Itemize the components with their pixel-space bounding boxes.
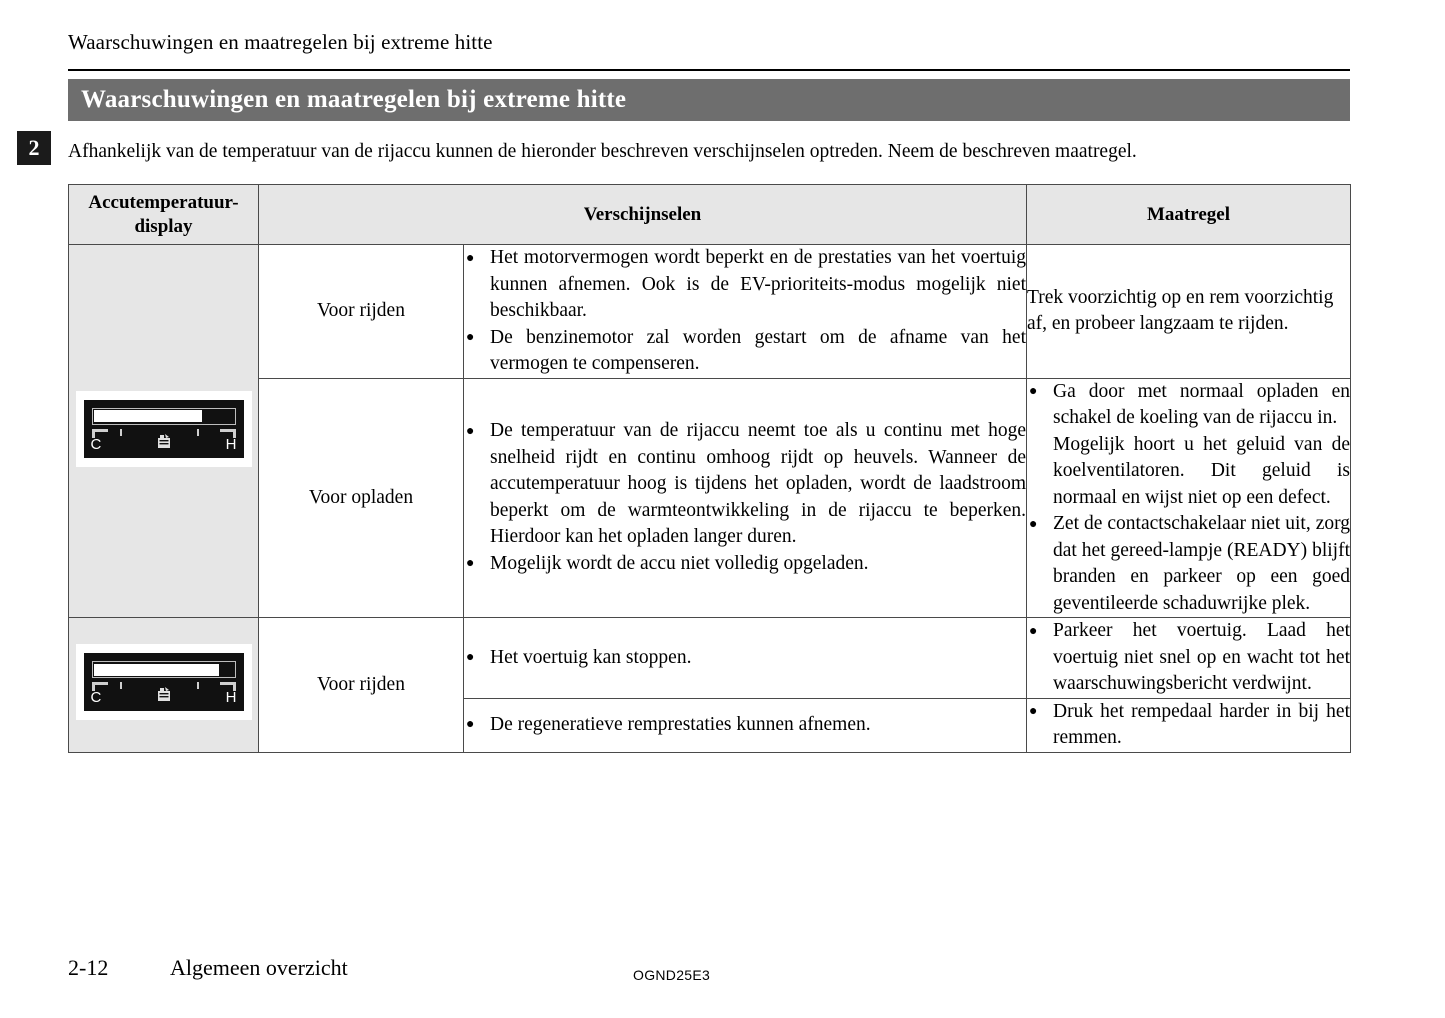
section-banner-title: Waarschuwingen en maatregelen bij extreme hitte: [81, 86, 627, 113]
measure-extra-text: Mogelijk hoort u het geluid van de koelventilatoren. Dit geluid is normaal en wijst niet op een defect.: [1053, 433, 1350, 508]
list-item: ● Het voertuig kan stoppen.: [464, 645, 1026, 672]
phenomena-cell-1: [464, 245, 1027, 379]
gauge-label-hot: H: [225, 435, 237, 453]
gauge-bar-frame: [92, 408, 236, 425]
gauge-cell-critical: [69, 618, 259, 753]
table-body: [69, 245, 1351, 753]
gauge-tick-2: [197, 429, 199, 436]
table-row: [69, 378, 1351, 618]
list-item: ● Mogelijk wordt de accu niet volledig opgeladen.: [464, 551, 1026, 578]
measure-list: [1027, 618, 1350, 698]
measure-cell-2: [1027, 378, 1351, 618]
table-row: [69, 245, 1351, 379]
gauge-bar-fill: [94, 410, 202, 422]
gauge-label-hot: H: [225, 689, 237, 707]
phenomena-list: [464, 645, 1026, 672]
column-header-display-line2: display: [134, 215, 193, 237]
gauge-label-cold: C: [90, 689, 102, 707]
condition-label-voor-rijden-1: Voor rijden: [259, 245, 464, 379]
battery-temperature-gauge-critical: [84, 653, 244, 711]
condition-label-voor-rijden-2: Voor rijden: [259, 618, 464, 753]
intro-paragraph: Afhankelijk van de temperatuur van de rijaccu kunnen de hieronder beschreven verschijnselen optreden. Neem de beschreven maatregel.: [68, 141, 1137, 162]
phenomena-list: [464, 712, 1026, 739]
list-item: ● Zet de contactschakelaar niet uit, zorg dat het gereed-lampje (READY) blijft branden en parkeer op een goed geventileerde schaduwrijke plek.: [1027, 511, 1350, 617]
list-item: [1027, 379, 1350, 512]
phenomena-cell-2: [464, 378, 1027, 618]
footer-document-code: OGND25E3: [633, 967, 711, 983]
measure-cell-1: [1027, 245, 1351, 379]
column-header-phenomena: Verschijnselen: [259, 185, 1027, 245]
table-row: [69, 618, 1351, 699]
battery-temperature-icon: [153, 684, 175, 711]
header-divider-rule: [68, 69, 1350, 71]
list-item: ● De regeneratieve remprestaties kunnen afnemen.: [464, 712, 1026, 739]
table-header-row: [69, 185, 1351, 245]
battery-temperature-table: [68, 184, 1351, 753]
column-header-display-line1: Accutemperatuur-: [88, 191, 239, 213]
list-item: ● Het motorvermogen wordt beperkt en de prestaties van het voertuig kunnen afnemen. Ook is de EV-prioriteits-modus mogelijk niet beschikbaar.: [464, 245, 1026, 325]
gauge-bar-fill: [94, 664, 219, 676]
section-banner: [68, 79, 1350, 121]
gauge-wrapper: [76, 644, 252, 720]
gauge-tick-2: [197, 682, 199, 689]
phenomena-list: [464, 418, 1026, 577]
measure-main-text: Ga door met normaal opladen en schakel de koeling van de rijaccu in.: [1053, 380, 1350, 428]
battery-temperature-gauge-high: [84, 400, 244, 458]
condition-label-voor-opladen: Voor opladen: [259, 378, 464, 618]
list-item: ● De temperatuur van de rijaccu neemt toe als u continu met hoge snelheid rijdt en continu omhoog rijdt op heuvels. Wanneer de accutemperatuur hoog is tijdens het opladen, wordt de laadstroom beperkt om de warmteontwikkeling in de rijaccu te beperken. Hierdoor kan het opladen langer duren.: [464, 418, 1026, 551]
gauge-label-cold: C: [90, 435, 102, 453]
phenomena-list: [464, 245, 1026, 378]
measure-list: [1027, 699, 1350, 752]
measure-cell-4: [1027, 698, 1351, 752]
list-item: ● De benzinemotor zal worden gestart om de afname van het vermogen te compenseren.: [464, 325, 1026, 378]
measure-cell-3: [1027, 618, 1351, 699]
battery-temperature-icon: [153, 431, 175, 458]
column-header-measure: Maatregel: [1027, 185, 1351, 245]
gauge-bar-frame: [92, 661, 236, 678]
phenomena-cell-3: [464, 618, 1027, 699]
table-header: [69, 185, 1351, 245]
list-item: ● Druk het rempedaal harder in bij het remmen.: [1027, 699, 1350, 752]
measure-list: [1027, 379, 1350, 618]
phenomena-cell-4: [464, 698, 1027, 752]
footer-page-number: 2-12: [68, 955, 109, 980]
measure-text: Trek voorzichtig op en rem voorzichtig af, en probeer langzaam te rijden.: [1027, 286, 1334, 335]
footer-section-name: Algemeen overzicht: [170, 955, 348, 980]
column-header-display: [69, 185, 259, 245]
running-head: Waarschuwingen en maatregelen bij extreme hitte: [68, 30, 493, 54]
chapter-number-tab: 2: [17, 131, 51, 165]
list-item: ● Parkeer het voertuig. Laad het voertuig niet snel op en wacht tot het waarschuwingsbericht verdwijnt.: [1027, 618, 1350, 698]
gauge-wrapper: [76, 391, 252, 467]
gauge-cell-high: [69, 245, 259, 618]
gauge-tick-1: [120, 429, 122, 436]
gauge-tick-1: [120, 682, 122, 689]
